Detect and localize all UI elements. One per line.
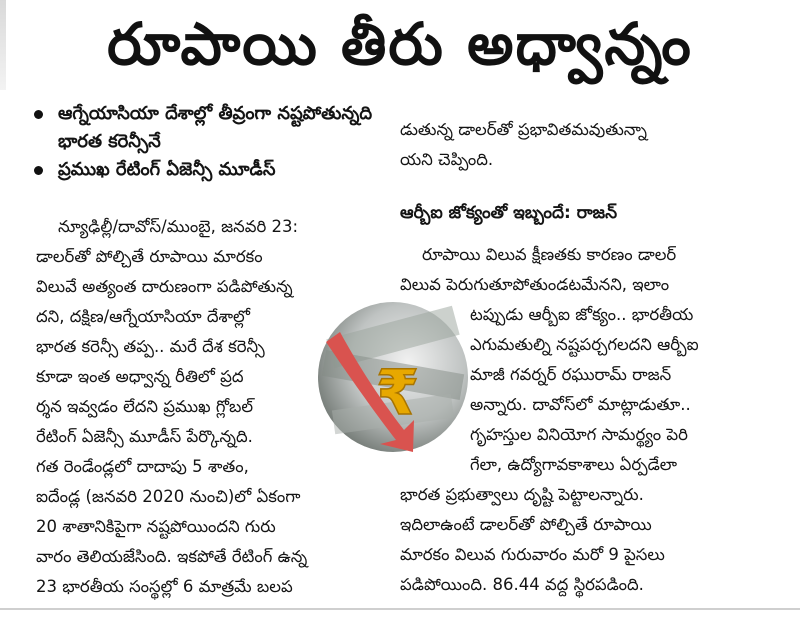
rupee-symbol-icon: ₹ bbox=[376, 356, 420, 429]
body-line: న్యూఢిల్లీ/దావోస్/ముంబై, జనవరి 23: bbox=[58, 217, 299, 236]
body-line: 23 భారతీయ సంస్థల్లో 6 మాత్రమే బలప bbox=[36, 577, 293, 596]
bullet-item bbox=[30, 100, 390, 156]
body-line: రూపాయి విలువ క్షీణతకు కారణం డాలర్ bbox=[422, 245, 677, 264]
bullet-dot-icon bbox=[34, 166, 43, 175]
body-line: విలువే అత్యంత దారుణంగా పడిపోతున్న bbox=[36, 277, 293, 296]
bullet-list bbox=[30, 100, 390, 184]
body-line: గేలా, ఉద్యోగావకాశాలు ఏర్పడేలా bbox=[470, 455, 678, 474]
bottom-rule bbox=[0, 608, 800, 610]
bullet-text: ఆగ్నేయాసియా దేశాల్లో తీవ్రంగా నష్టపోతున్నది భారత కరెన్సీనే bbox=[58, 103, 373, 152]
headline: రూపాయి తీరు అధ్వాన్నం bbox=[107, 10, 693, 78]
body-line: మాజీ గవర్నర్ రఘురామ్ రాజన్ bbox=[470, 365, 672, 384]
body-line: పడిపోయింది. 86.44 వద్ద స్థిరపడింది. bbox=[400, 575, 644, 594]
body-line: డాలర్‌తో పోల్చితే రూపాయి మారకం bbox=[36, 247, 263, 266]
body-line: రేటింగ్ ఏజెన్సీ మూడీస్ పేర్కొన్నది. bbox=[36, 427, 253, 446]
body-line: భారత ప్రభుత్వాలు దృష్టి పెట్టాలన్నారు. bbox=[400, 485, 644, 504]
body-line: ఎగుమతుల్ని నష్టపర్చగలదని ఆర్బీఐ bbox=[470, 335, 699, 354]
body-line: వారం తెలియజేసింది. ఇకపోతే రేటింగ్ ఉన్న bbox=[36, 547, 308, 566]
body-line: ఐదేండ్ల (జనవరి 2020 నుంచి)లో ఏకంగా bbox=[36, 487, 301, 506]
body-line: ర్శన ఇవ్వడం లేదని ప్రముఖ గ్లోబల్ bbox=[36, 397, 254, 416]
body-line: అన్నారు. దావోస్‌లో మాట్లాడుతూ.. bbox=[470, 395, 691, 414]
body-line: గృహస్తుల వినియోగ సామర్థ్యం పెరి bbox=[470, 425, 688, 444]
body-line: కూడా ఇంత అధ్వాన్న రీతిలో ప్రద bbox=[36, 367, 244, 386]
body-line: ఇదిలాఉంటే డాలర్‌తో పోల్చితే రూపాయి bbox=[400, 515, 652, 534]
body-line: భారత కరెన్సీ తప్ప.. మరే దేశ కరెన్సీ bbox=[36, 337, 265, 356]
right-column-top bbox=[400, 115, 740, 175]
rupee-falling-graphic bbox=[318, 302, 468, 452]
body-line: 20 శాతానికిపైగా నష్టపోయిందని గురు bbox=[36, 517, 276, 536]
body-line: డుతున్న డాలర్‌తో ప్రభావితమవుతున్నా bbox=[400, 120, 647, 139]
body-line: టప్పుడు ఆర్బీఐ జోక్యం.. భారతీయ bbox=[470, 305, 694, 324]
bullet-item bbox=[30, 156, 390, 184]
bullet-text: ప్రముఖ రేటింగ్ ఏజెన్సీ మూడీస్ bbox=[58, 159, 276, 180]
body-line: మారకం విలువ గురువారం మరో 9 పైసలు bbox=[400, 545, 665, 564]
bullet-dot-icon bbox=[34, 110, 43, 119]
body-line: విలువ పెరుగుతూపోతుండటమేనని, ఇలాం bbox=[400, 275, 670, 294]
rupee-arrow-illustration bbox=[318, 302, 468, 452]
body-line: యని చెప్పింది. bbox=[400, 150, 494, 169]
body-line: దని, దక్షిణ/ఆగ్నేయాసియా దేశాల్లో bbox=[36, 307, 251, 326]
subheading: ఆర్బీఐ జోక్యంతో ఇబ్బందే: రాజన్ bbox=[400, 203, 618, 223]
body-line: గత రెండేండ్లలో దాదాపు 5 శాతం, bbox=[36, 457, 249, 476]
